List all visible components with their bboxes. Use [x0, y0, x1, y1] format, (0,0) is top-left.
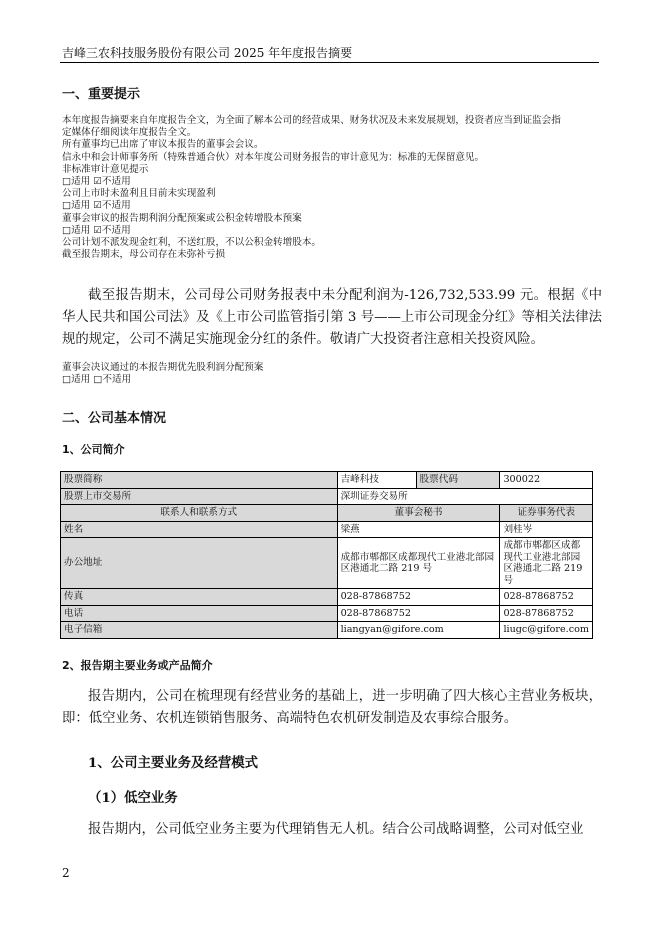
page-number: 2 — [62, 866, 70, 880]
note-line: □适用 ☑不适用 — [62, 200, 131, 212]
representative-email: liugc@gifore.com — [500, 622, 593, 639]
main-business-paragraph: 报告期内，公司在梳理现有经营业务的基础上，进一步明确了四大核心主营业务板块，即：低空业务、农机连锁销售服务、高端特色农机研发制造及农事综合服务。 — [62, 689, 602, 726]
subsection-heading-company-profile: 1、公司简介 — [62, 443, 125, 456]
table-row — [61, 538, 593, 589]
secretary-header: 董事会秘书 — [337, 505, 500, 522]
note-line: 非标准审计意见提示 — [62, 163, 149, 175]
important-notes-list — [62, 115, 602, 261]
note-line: 本年度报告摘要来自年度报告全文，为全面了解本公司的经营成果、财务状况及未来发展规划，投资者应当到证监会指 — [62, 115, 561, 126]
row-label-phone: 电话 — [61, 605, 338, 622]
table-row — [61, 622, 593, 639]
secretary-phone: 028-87868752 — [337, 605, 500, 622]
note-line: 公司上市时未盈利且目前未实现盈利 — [62, 188, 216, 200]
subsection-heading-main-business: 2、报告期主要业务或产品简介 — [62, 659, 213, 672]
note-line: □适用 □不适用 — [62, 374, 132, 386]
report-header-title: 吉峰三农科技服务股份有限公司 2025 年年度报告摘要 — [62, 46, 353, 60]
secretary-name: 梁燕 — [337, 521, 500, 538]
stock-short-label: 股票简称 — [61, 472, 338, 489]
note-line: 董事会决议通过的本报告期优先股利润分配预案 — [62, 362, 264, 373]
secretary-address: 成都市郫都区成都现代工业港北部园区港通北二路 219 号 — [337, 538, 500, 589]
note-line: □适用 ☑不适用 — [62, 224, 131, 236]
header-divider — [60, 62, 599, 63]
representative-address: 成都市郫都区成都现代工业港北部园区港通北二路 219 号 — [500, 538, 593, 589]
contact-header: 联系人和联系方式 — [61, 505, 338, 522]
preferred-dividend-notes — [62, 362, 263, 386]
stock-short-value: 吉峰科技 — [337, 472, 416, 489]
stock-code-value: 300022 — [500, 472, 593, 489]
note-line: 信永中和会计师事务所（特殊普通合伙）对本年度公司财务报告的审计意见为：标准的无保留意见。 — [62, 151, 485, 163]
representative-header: 证券事务代表 — [500, 505, 593, 522]
row-label-email: 电子信箱 — [61, 622, 338, 639]
representative-fax: 028-87868752 — [500, 589, 593, 606]
undistributed-profit-paragraph: 截至报告期末，公司母公司财务报表中未分配利润为-126,732,533.99 元。根据《中华人民共和国公司法》及《上市公司监管指引第 3 号——上市公司现金分红》等相关法律法规的规定，公司不满足实施现金分红的条件。敬请广大投资者注意相关投资风险。 — [62, 288, 602, 347]
low-altitude-paragraph: 报告期内，公司低空业务主要为代理销售无人机。结合公司战略调整，公司对低空业 — [88, 822, 584, 837]
note-line: 定媒体仔细阅读年度报告全文。 — [62, 127, 197, 139]
secretary-fax: 028-87868752 — [337, 589, 500, 606]
table-row — [61, 472, 593, 489]
stock-code-label: 股票代码 — [416, 472, 500, 489]
exchange-label: 股票上市交易所 — [61, 488, 338, 505]
row-label-name: 姓名 — [61, 521, 338, 538]
table-row — [61, 505, 593, 522]
representative-phone: 028-87868752 — [500, 605, 593, 622]
note-line: □适用 ☑不适用 — [62, 176, 131, 188]
section-heading-important-notes: 一、重要提示 — [62, 87, 141, 102]
note-line: 公司计划不派发现金红利，不送红股，不以公积金转增股本。 — [62, 237, 322, 249]
representative-name: 刘桂岑 — [500, 521, 593, 538]
row-label-fax: 传真 — [61, 589, 338, 606]
note-line: 截至报告期末，母公司存在未弥补亏损 — [62, 249, 226, 261]
exchange-value: 深圳证券交易所 — [337, 488, 592, 505]
note-line: 董事会审议的报告期利润分配预案或公积金转增股本预案 — [62, 212, 302, 224]
note-line: 所有董事均已出席了审议本报告的董事会会议。 — [62, 139, 264, 151]
company-profile-table — [60, 471, 593, 639]
low-altitude-heading: （1）低空业务 — [88, 790, 178, 806]
row-label-address: 办公地址 — [61, 538, 338, 589]
table-row — [61, 488, 593, 505]
table-row — [61, 589, 593, 606]
table-row — [61, 521, 593, 538]
secretary-email: liangyan@gifore.com — [337, 622, 500, 639]
business-model-heading: 1、公司主要业务及经营模式 — [88, 755, 259, 771]
section-heading-company-info: 二、公司基本情况 — [62, 411, 167, 426]
table-row — [61, 605, 593, 622]
